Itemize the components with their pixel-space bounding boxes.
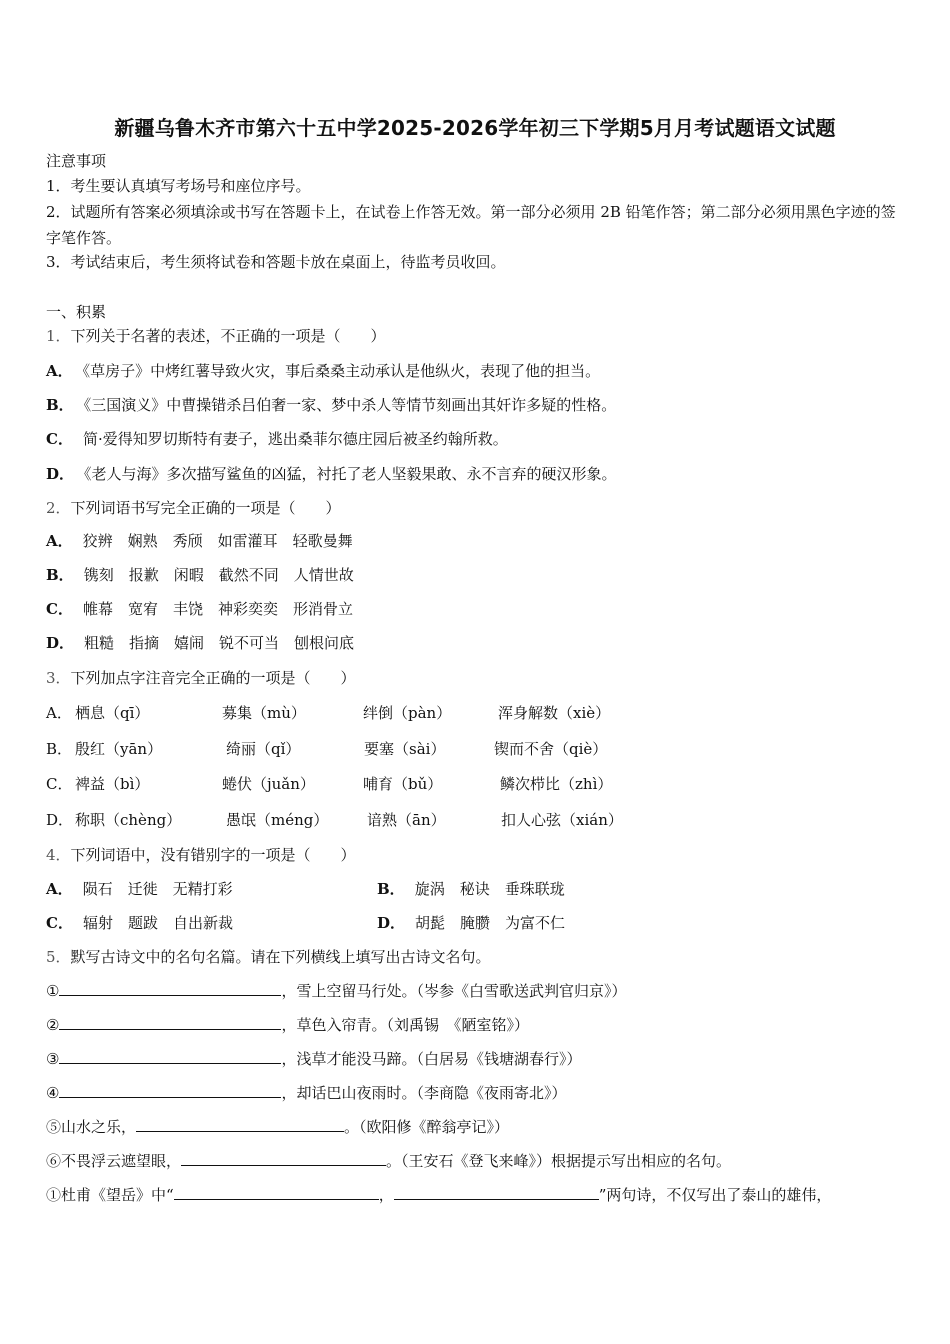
option-text: 陨石 迁徙 无精打彩 bbox=[82, 880, 233, 898]
q3-row-d-label: D． bbox=[46, 811, 74, 829]
item-mark: ① bbox=[46, 982, 60, 1000]
q3-row-a-cell-2: 募集（mù） bbox=[222, 704, 306, 722]
q3-row-a-label: A． bbox=[46, 704, 72, 722]
fill-item-2 bbox=[46, 1015, 529, 1035]
q3-row-a-cell-3: 绊倒（pàn） bbox=[363, 704, 452, 722]
answer-blank[interactable] bbox=[59, 1015, 281, 1030]
page-title: 新疆乌鲁木齐市第六十五中学2025-2026学年初三下学期5月月考试题语文试题 bbox=[114, 116, 836, 140]
notice-item-2: 2．试题所有答案必须填涂或书写在答题卡上，在试卷上作答无效。第一部分必须用 2B 铅笔作答；第二部分必须用黑色字迹的签字笔作答。 bbox=[46, 203, 896, 247]
q3-row-b-cell-4: 锲而不舍（qiè） bbox=[494, 740, 608, 758]
q3-row-b-cell-1: 殷红（yān） bbox=[75, 740, 163, 758]
q3-row-c-cell-4: 鳞次栉比（zhì） bbox=[500, 775, 613, 793]
answer-blank[interactable] bbox=[59, 1049, 281, 1064]
item-text: ，雪上空留马行处。（岑参《白雪歌送武判官归京》） bbox=[281, 982, 627, 1000]
fill-item-4 bbox=[46, 1083, 566, 1103]
q4-option-d bbox=[377, 913, 565, 933]
q3-row-a-cell-1: 栖息（qī） bbox=[75, 704, 150, 722]
q1-option-b bbox=[46, 395, 616, 415]
q3-row-b-label: B． bbox=[46, 740, 73, 758]
option-text: 帷幕 宽宥 丰饶 神彩奕奕 形消骨立 bbox=[82, 600, 353, 618]
question-2 bbox=[46, 498, 341, 518]
notice-item-3: 3．考试结束后，考生须将试卷和答题卡放在桌面上，待监考员收回。 bbox=[46, 253, 506, 271]
option-label: A． bbox=[46, 532, 73, 550]
q1-option-c bbox=[46, 429, 508, 449]
item-mark: ⑥ bbox=[46, 1152, 62, 1170]
q3-row-b-cell-2: 绮丽（qǐ） bbox=[226, 740, 301, 758]
option-label: A． bbox=[46, 362, 73, 380]
item-text: ，浅草才能没马蹄。（白居易《钱塘湖春行》） bbox=[281, 1050, 582, 1068]
item-text-before: 山水之乐， bbox=[61, 1118, 137, 1136]
question-number: 5． bbox=[46, 948, 71, 966]
question-1 bbox=[46, 326, 386, 346]
q3-row-d-cell-3: 谙熟（ān） bbox=[367, 811, 446, 829]
item-mark: ④ bbox=[46, 1084, 60, 1102]
answer-blank[interactable] bbox=[136, 1117, 344, 1132]
question-stem: 默写古诗文中的名句名篇。请在下列横线上填写出古诗文名句。 bbox=[70, 948, 491, 966]
item-text-before: 不畏浮云遮望眼， bbox=[61, 1152, 182, 1170]
answer-blank[interactable] bbox=[394, 1185, 599, 1200]
item-text: ，却话巴山夜雨时。（李商隐《夜雨寄北》） bbox=[281, 1084, 567, 1102]
q2-option-a bbox=[46, 531, 353, 551]
item-text: 。（王安石《登飞来峰》）根据提示写出相应的名句。 bbox=[386, 1152, 732, 1170]
question-stem: 下列词语中，没有错别字的一项是（ ） bbox=[70, 846, 356, 864]
question-stem: 下列关于名著的表述，不正确的一项是（ ） bbox=[70, 327, 386, 345]
option-text: 旋涡 秘诀 垂珠联珑 bbox=[414, 880, 565, 898]
item-text: ”两句诗，不仅写出了泰山的雄伟， bbox=[598, 1186, 832, 1204]
item-mark: ① bbox=[46, 1186, 62, 1204]
q3-row-a-cell-4: 浑身解数（xiè） bbox=[498, 704, 611, 722]
q3-row-c-cell-3: 哺育（bǔ） bbox=[363, 775, 443, 793]
notice-item-1: 1．考生要认真填写考场号和座位序号。 bbox=[46, 177, 311, 195]
section-heading: 一、积累 bbox=[46, 303, 107, 321]
option-text: 镌刻 报歉 闲暇 截然不同 人情世故 bbox=[83, 566, 354, 584]
fill-item-7 bbox=[46, 1185, 831, 1205]
item-mark: ⑤ bbox=[46, 1118, 62, 1136]
q4-option-a bbox=[46, 879, 233, 899]
q3-row-c-cell-1: 裨益（bì） bbox=[75, 775, 150, 793]
fill-item-3 bbox=[46, 1049, 581, 1069]
question-5 bbox=[46, 947, 491, 967]
q3-row-c-label: C． bbox=[46, 775, 73, 793]
option-label: B． bbox=[46, 566, 74, 584]
item-text: 。（欧阳修《醉翁亭记》） bbox=[344, 1118, 510, 1136]
fill-item-1 bbox=[46, 981, 626, 1001]
option-text: 胡髭 腌臜 为富不仁 bbox=[415, 914, 566, 932]
item-mark: ② bbox=[46, 1016, 60, 1034]
answer-blank[interactable] bbox=[59, 1083, 281, 1098]
question-4 bbox=[46, 845, 356, 865]
option-text: 狡辨 娴熟 秀颀 如雷灌耳 轻歌曼舞 bbox=[82, 532, 353, 550]
fill-item-5 bbox=[46, 1117, 509, 1137]
q3-row-d-cell-2: 愚氓（méng） bbox=[226, 811, 329, 829]
option-label: D． bbox=[46, 634, 75, 652]
question-stem: 下列加点字注音完全正确的一项是（ ） bbox=[70, 669, 356, 687]
answer-blank[interactable] bbox=[59, 981, 281, 996]
option-label: B． bbox=[377, 880, 405, 898]
item-text-mid: ， bbox=[378, 1186, 394, 1204]
option-label: D． bbox=[377, 914, 406, 932]
answer-blank[interactable] bbox=[181, 1151, 386, 1166]
item-text-before: 杜甫《望岳》中“ bbox=[61, 1186, 174, 1204]
option-label: D． bbox=[46, 465, 75, 483]
q1-option-d bbox=[46, 464, 617, 484]
option-label: C． bbox=[46, 914, 73, 932]
option-text: 辐射 题跋 自出新裁 bbox=[82, 914, 233, 932]
question-number: 2． bbox=[46, 499, 71, 517]
q2-option-b bbox=[46, 565, 354, 585]
option-label: C． bbox=[46, 600, 73, 618]
option-label: A． bbox=[46, 880, 73, 898]
option-text: 粗糙 指摘 嬉闹 锐不可当 刨根问底 bbox=[84, 634, 355, 652]
item-text: ，草色入帘青。（刘禹锡 《陋室铭》） bbox=[281, 1016, 529, 1034]
option-label: B． bbox=[46, 396, 74, 414]
q2-option-c bbox=[46, 599, 353, 619]
notice-heading: 注意事项 bbox=[46, 152, 107, 170]
option-text: 《三国演义》中曹操错杀吕伯奢一家、梦中杀人等情节刻画出其奸诈多疑的性格。 bbox=[83, 396, 617, 414]
q1-option-a bbox=[46, 361, 600, 381]
option-text: 《草房子》中烤红薯导致火灾，事后桑桑主动承认是他纵火，表现了他的担当。 bbox=[82, 362, 601, 380]
option-text: 《老人与海》多次描写鲨鱼的凶猛，衬托了老人坚毅果敢、永不言弃的硬汉形象。 bbox=[84, 465, 617, 483]
option-label: C． bbox=[46, 430, 73, 448]
question-number: 4． bbox=[46, 846, 71, 864]
question-stem: 下列词语书写完全正确的一项是（ ） bbox=[70, 499, 341, 517]
option-text: 简·爱得知罗切斯特有妻子，逃出桑菲尔德庄园后被圣约翰所救。 bbox=[82, 430, 508, 448]
question-3 bbox=[46, 668, 356, 688]
question-number: 3． bbox=[46, 669, 71, 687]
q3-row-d-cell-4: 扣人心弦（xián） bbox=[501, 811, 623, 829]
q4-option-c bbox=[46, 913, 233, 933]
question-number: 1． bbox=[46, 327, 71, 345]
q3-row-c-cell-2: 蜷伏（juǎn） bbox=[222, 775, 315, 793]
q2-option-d bbox=[46, 633, 354, 653]
q3-row-b-cell-3: 要塞（sài） bbox=[364, 740, 446, 758]
answer-blank[interactable] bbox=[174, 1185, 379, 1200]
fill-item-6 bbox=[46, 1151, 731, 1171]
q4-option-b bbox=[377, 879, 565, 899]
item-mark: ③ bbox=[46, 1050, 60, 1068]
q3-row-d-cell-1: 称职（chèng） bbox=[75, 811, 182, 829]
